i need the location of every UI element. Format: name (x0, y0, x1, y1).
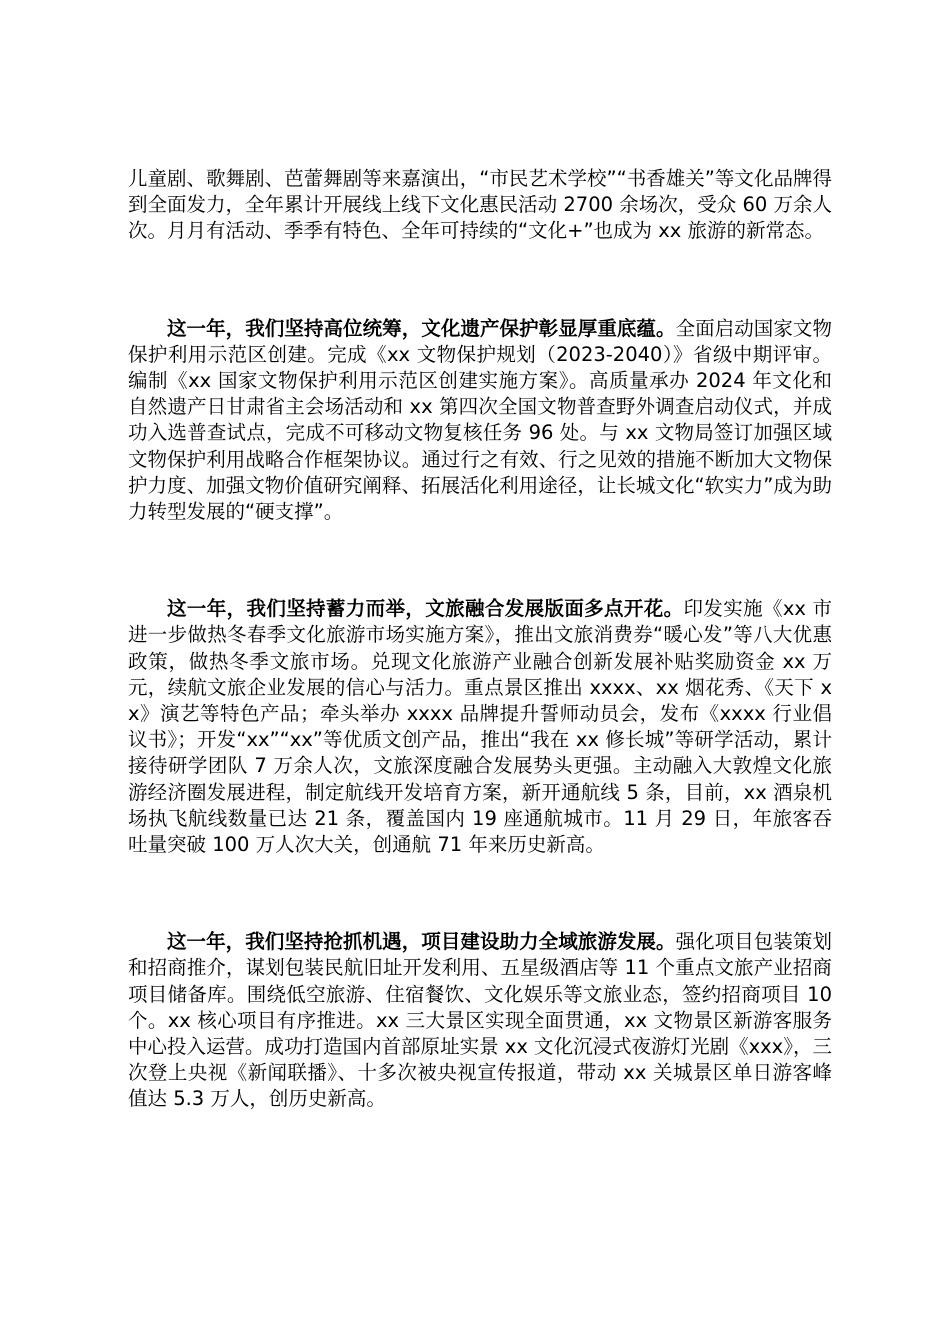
paragraph-body: 印发实施《xx 市进一步做热冬春季文化旅游市场实施方案》，推出文旅消费券“暖心发”等八大优惠政策，做热冬季文旅市场。兑现文化旅游产业融合创新发展补贴奖励资金 xx 万元，续航文旅企业发展的信心与活力。重点景区推出 xxxx、xx 烟花秀、《天下 xx》演艺等特色产品；牵头举办 xxxx 品牌提升誓师动员会，发布《xxxx 行业倡议书》；开发“xx”“xx”等优质文创产品，推出“我在 xx 修长城”等研学活动，累计接待研学团队 7 万余人次，文旅深度融合发展势头更强。主动融入大敦煌文化旅游经济圈发展进程，制定航线开发培育方案，新开通航线 5 条，目前，xx 酒泉机场执飞航线数量已达 21 条，覆盖国内 19 座通航城市。11 月 29 日，年旅客吞吐量突破 100 万人次大关，创通航 71 年来历史新高。 (128, 597, 832, 857)
paragraph-heritage (128, 316, 832, 526)
paragraph-lead: 这一年，我们坚持抢抓机遇，项目建设助力全域旅游发展。 (167, 930, 676, 954)
paragraph-body: 强化项目包装策划和招商推介，谋划包装民航旧址开发利用、五星级酒店等 11 个重点文旅产业招商项目储备库。围绕低空旅游、住宿餐饮、文化娱乐等文旅业态，签约招商项目 10 个。xx 核心项目有序推进。xx 三大景区实现全面贯通，xx 文物景区新游客服务中心投入运营。成功打造国内首部原址实景 xx 文化沉浸式夜游灯光剧《xxx》，三次登上央视《新闻联播》、十多次被央视宣传报道，带动 xx 关城景区单日游客峰值达 5.3 万人，创历史新高。 (128, 930, 832, 1111)
paragraph-body: 全面启动国家文物保护利用示范区创建。完成《xx 文物保护规划（2023-2040）》省级中期评审。编制《xx 国家文物保护利用示范区创建实施方案》。高质量承办 2024 年文化和自然遗产日甘肃省主会场活动和 xx 第四次全国文物普查野外调查启动仪式，并成功入选普查试点，完成不可移动文物复核任务 96 处。与 xx 文物局签订加强区域文物保护利用战略合作框架协议。通过行之有效、行之见效的措施不断加大文物保护力度、加强文物价值研究阐释、拓展活化利用途径，让长城文化“软实力”成为助力转型发展的“硬支撑”。 (128, 316, 832, 524)
paragraph-integration (128, 596, 832, 858)
paragraph-lead: 这一年，我们坚持高位统筹，文化遗产保护彰显厚重底蕴。 (167, 316, 676, 340)
document-page (128, 166, 832, 1113)
paragraph-body: 儿童剧、歌舞剧、芭蕾舞剧等来嘉演出，“市民艺术学校”“书香雄关”等文化品牌得到全面发力，全年累计开展线上线下文化惠民活动 2700 余场次，受众 60 万余人次。月月有活动、季季有特色、全年可持续的“文化+”也成为 xx 旅游的新常态。 (128, 167, 832, 243)
paragraph-projects (128, 929, 832, 1112)
paragraph-continuation (128, 166, 832, 245)
paragraph-lead: 这一年，我们坚持蓄力而举，文旅融合发展版面多点开花。 (167, 597, 684, 621)
